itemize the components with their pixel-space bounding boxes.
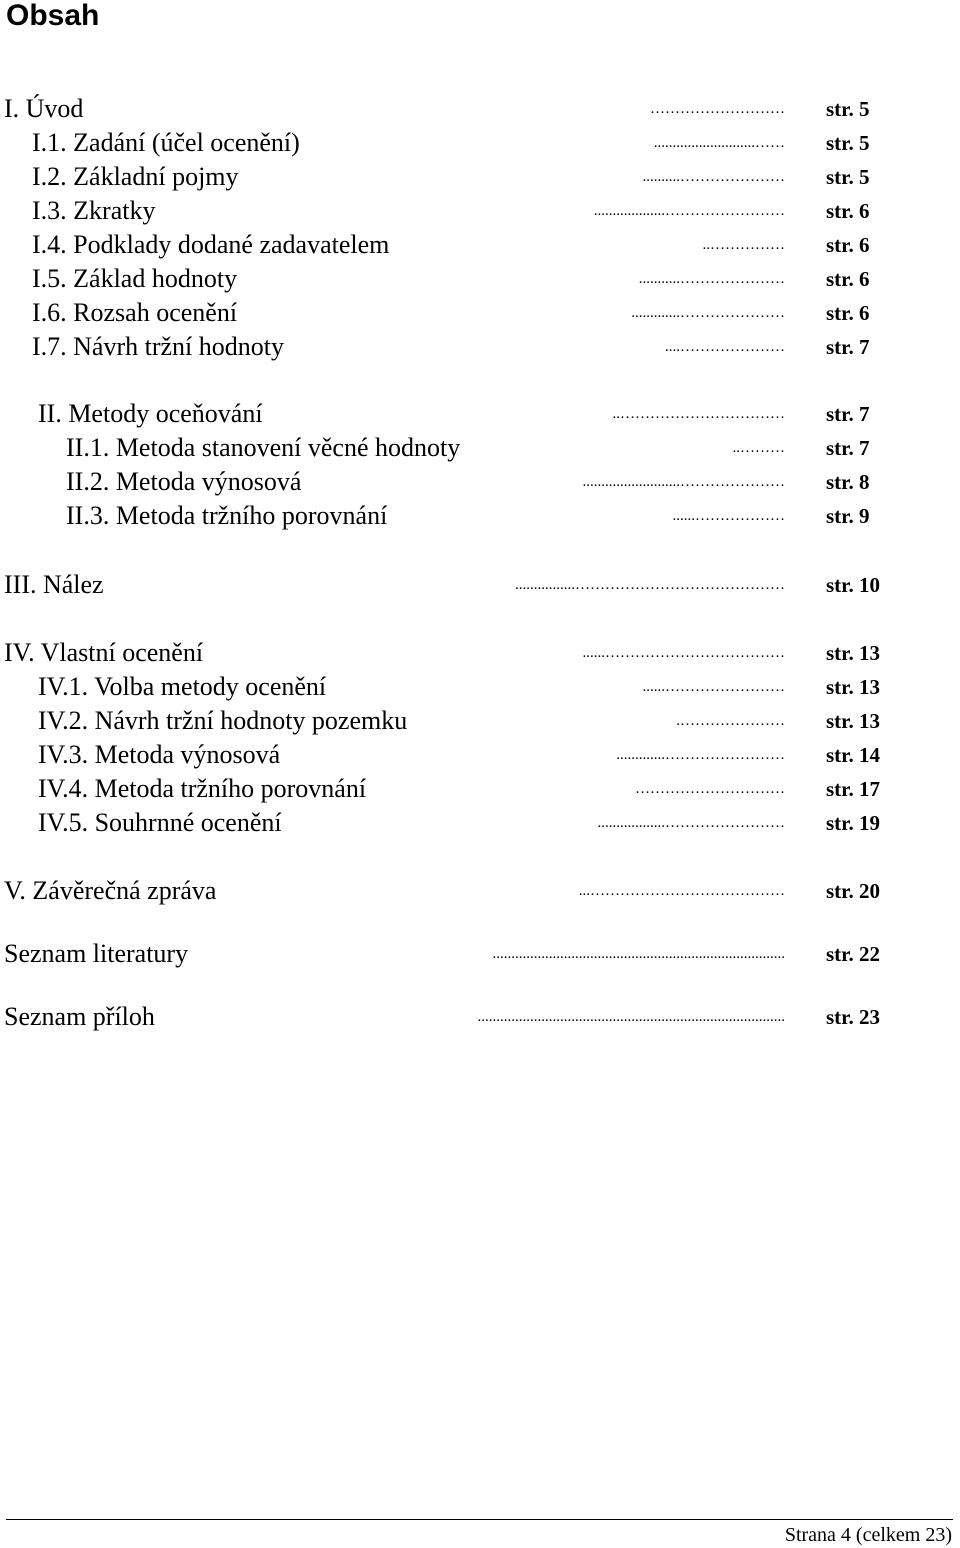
toc-entry[interactable] — [4, 94, 960, 124]
toc-entry-title: IV. Vlastní ocenění — [4, 638, 204, 667]
toc-entry-title: I.5. Základ hodnoty — [32, 264, 238, 293]
toc-page-number: str. 7 — [826, 335, 870, 359]
toc-leader-dots: …………………………….. — [612, 406, 785, 422]
toc-entry[interactable] — [38, 706, 960, 736]
toc-entry[interactable] — [66, 467, 960, 497]
toc-entry-title: IV.4. Metoda tržního porovnání — [38, 774, 367, 803]
toc-entry[interactable] — [38, 774, 960, 804]
toc-leader-dots: …………….. — [702, 237, 785, 253]
toc-entry-title: II. Metody oceňování — [38, 399, 263, 428]
toc-leader-dots: ……….. — [732, 440, 785, 456]
toc-page-number: str. 22 — [826, 942, 881, 966]
toc-page-number: str. 23 — [826, 1005, 881, 1029]
toc-entry-title: Seznam příloh — [4, 1002, 155, 1031]
toc-entry-title: I.7. Návrh tržní hodnoty — [32, 332, 285, 361]
page-footer: Strana 4 (celkem 23) — [784, 1524, 952, 1546]
toc-entry-title: IV.2. Návrh tržní hodnoty pozemku — [38, 706, 408, 735]
toc-leader-dots: …………………………………... — [578, 883, 785, 899]
toc-entry[interactable] — [32, 128, 960, 158]
toc-page-number: str. 13 — [826, 709, 881, 733]
toc-entry-title: II.1. Metoda stanovení věcné hodnoty — [66, 433, 461, 462]
toc-entry[interactable] — [38, 808, 960, 838]
toc-entry-title: I. Úvod — [4, 94, 84, 123]
toc-entry[interactable] — [66, 433, 960, 463]
toc-entry-title: IV.5. Souhrnné ocenění — [38, 808, 282, 837]
toc-entry-title: I.1. Zadání (účel ocenění) — [32, 128, 300, 157]
toc-leader-dots: ………………….... — [665, 339, 785, 355]
toc-entry[interactable] — [32, 332, 960, 362]
footer-divider — [6, 1519, 953, 1520]
toc-entry[interactable] — [32, 230, 960, 260]
toc-leader-dots: ………………….......... — [642, 169, 785, 185]
toc-entry-title: IV.3. Metoda výnosová — [38, 740, 281, 769]
toc-page-number: str. 13 — [826, 641, 881, 665]
toc-leader-dots: …………………. — [676, 713, 785, 729]
toc-leader-dots: ……………………...... — [642, 679, 785, 695]
toc-leader-dots: ……………………………………................ — [515, 577, 785, 593]
toc-entry[interactable] — [32, 264, 960, 294]
toc-entry-title: III. Nález — [4, 570, 104, 599]
toc-page-number: str. 8 — [826, 470, 870, 494]
toc-page-number: str. 13 — [826, 675, 881, 699]
toc-page-number: str. 20 — [826, 879, 881, 903]
toc-entry-title: I.4. Podklady dodané zadavatelem — [32, 230, 390, 259]
toc-leader-dots: .............................................................................. — [492, 946, 785, 962]
toc-page-number: str. 6 — [826, 199, 870, 223]
toc-entry-title: II.3. Metoda tržního porovnání — [66, 501, 388, 530]
toc-entry[interactable] — [4, 638, 960, 668]
toc-leader-dots: ……………………............. — [616, 747, 785, 763]
toc-leader-dots: …………………............. — [631, 305, 785, 321]
toc-entry[interactable] — [38, 672, 960, 702]
toc-page-number: str. 6 — [826, 301, 870, 325]
toc-leader-dots: …………………........... — [638, 271, 785, 287]
toc-entry-title: I.6. Rozsah ocenění — [32, 298, 238, 327]
toc-leader-dots: .................................................................................. — [477, 1009, 785, 1025]
toc-page-number: str. 6 — [826, 233, 870, 257]
toc-page-number: str. 17 — [826, 777, 881, 801]
toc-page-number: str. 5 — [826, 131, 870, 155]
toc-leader-dots: ………………………… — [635, 781, 785, 797]
toc-leader-dots: …………………….................. — [597, 815, 785, 831]
page-title: Obsah — [6, 0, 100, 32]
toc-entry[interactable] — [4, 939, 960, 969]
toc-entry[interactable] — [66, 501, 960, 531]
toc-entry-title: II.2. Metoda výnosová — [66, 467, 302, 496]
toc-page-number: str. 14 — [826, 743, 881, 767]
toc-entry-title: V. Závěrečná zpráva — [4, 876, 217, 905]
toc-page-number: str. 19 — [826, 811, 881, 835]
toc-entry-title: IV.1. Volba metody ocenění — [38, 672, 327, 701]
toc-entry-title: Seznam literatury — [4, 939, 189, 968]
toc-leader-dots: ………………….......................... — [582, 474, 785, 490]
toc-entry[interactable] — [4, 1002, 960, 1032]
toc-leader-dots: ……………………................... — [593, 203, 785, 219]
toc-leader-dots: ……………………… — [650, 101, 785, 117]
toc-leader-dots: ………………………………...... — [582, 645, 785, 661]
toc-entry[interactable] — [4, 876, 960, 906]
toc-leader-dots: ……........................... — [653, 135, 785, 151]
toc-entry[interactable] — [32, 196, 960, 226]
toc-page-number: str. 7 — [826, 402, 870, 426]
toc-entry[interactable] — [32, 162, 960, 192]
toc-page-number: str. 7 — [826, 436, 870, 460]
toc-page-number: str. 5 — [826, 165, 870, 189]
toc-entry[interactable] — [4, 570, 960, 600]
toc-leader-dots: ………………...... — [672, 508, 785, 524]
toc-entry-title: I.3. Zkratky — [32, 196, 156, 225]
toc-entry[interactable] — [38, 740, 960, 770]
toc-entry[interactable] — [38, 399, 960, 429]
toc-page-number: str. 5 — [826, 97, 870, 121]
toc-page-number: str. 9 — [826, 504, 870, 528]
toc-page-number: str. 10 — [826, 573, 881, 597]
toc-entry-title: I.2. Základní pojmy — [32, 162, 239, 191]
toc-entry[interactable] — [32, 298, 960, 328]
toc-page-number: str. 6 — [826, 267, 870, 291]
